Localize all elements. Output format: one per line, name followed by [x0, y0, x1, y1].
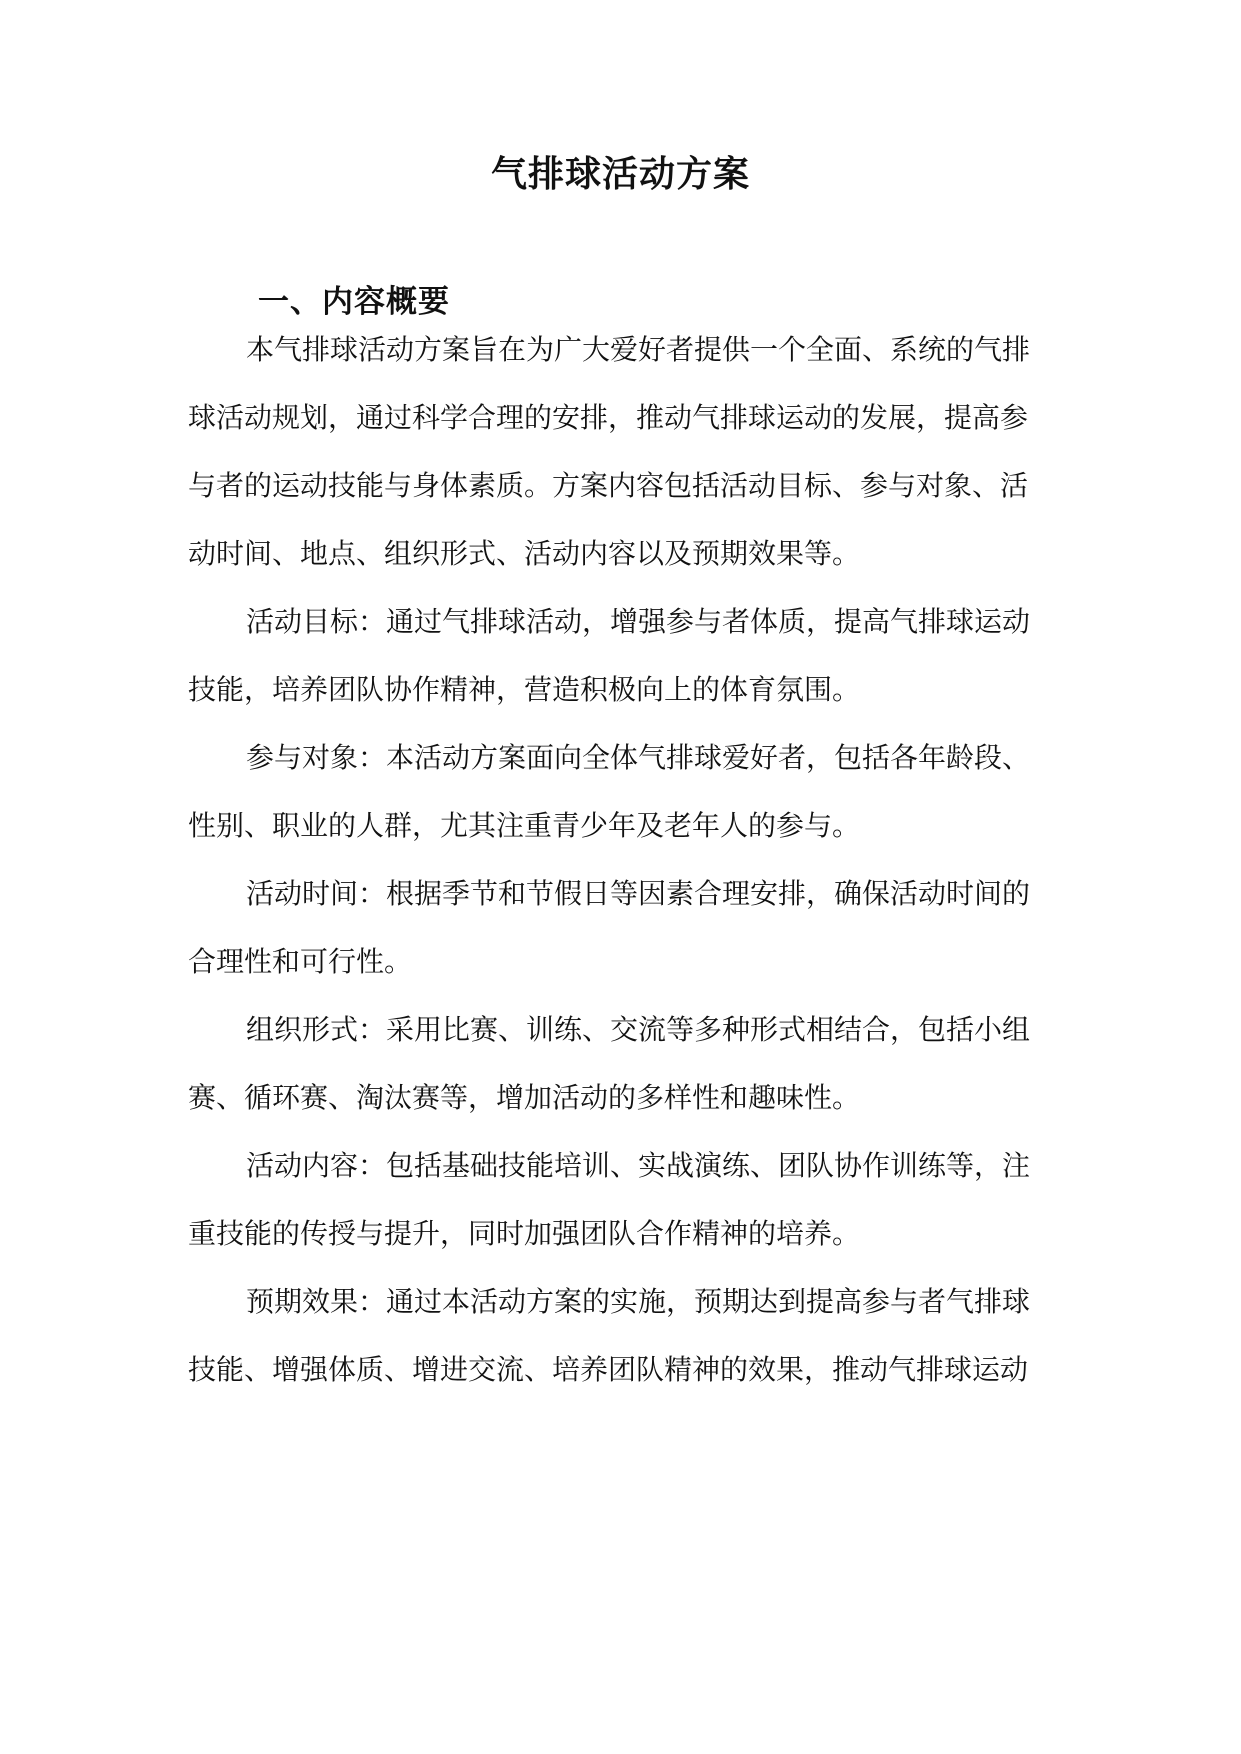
paragraph-line: 预期效果：通过本活动方案的实施，预期达到提高参与者气排球 — [246, 1285, 1031, 1318]
paragraph-line: 本气排球活动方案旨在为广大爱好者提供一个全面、系统的气排 — [246, 333, 1031, 366]
paragraph-line: 赛、循环赛、淘汰赛等，增加活动的多样性和趣味性。 — [188, 1081, 861, 1114]
paragraph-line: 活动内容：包括基础技能培训、实战演练、团队协作训练等，注 — [246, 1149, 1031, 1182]
paragraph-line: 活动时间：根据季节和节假日等因素合理安排，确保活动时间的 — [246, 877, 1031, 910]
paragraph-line: 性别、职业的人群，尤其注重青少年及老年人的参与。 — [188, 809, 861, 842]
paragraph-line: 与者的运动技能与身体素质。方案内容包括活动目标、参与对象、活 — [188, 469, 1029, 502]
section-heading: 一、内容概要 — [258, 284, 450, 320]
document-title: 气排球活动方案 — [490, 153, 750, 195]
paragraph-line: 活动目标：通过气排球活动，增强参与者体质，提高气排球运动 — [246, 605, 1031, 638]
paragraph-line: 组织形式：采用比赛、训练、交流等多种形式相结合，包括小组 — [246, 1013, 1031, 1046]
paragraph-line: 参与对象：本活动方案面向全体气排球爱好者，包括各年龄段、 — [246, 741, 1031, 774]
paragraph-line: 动时间、地点、组织形式、活动内容以及预期效果等。 — [188, 537, 861, 570]
paragraph-line: 技能，培养团队协作精神，营造积极向上的体育氛围。 — [188, 673, 861, 706]
paragraph-line: 合理性和可行性。 — [188, 945, 413, 978]
paragraph-line: 重技能的传授与提升，同时加强团队合作精神的培养。 — [188, 1217, 861, 1250]
paragraph-line: 技能、增强体质、增进交流、培养团队精神的效果，推动气排球运动 — [188, 1353, 1029, 1386]
paragraph-line: 球活动规划，通过科学合理的安排，推动气排球运动的发展，提高参 — [188, 401, 1029, 434]
